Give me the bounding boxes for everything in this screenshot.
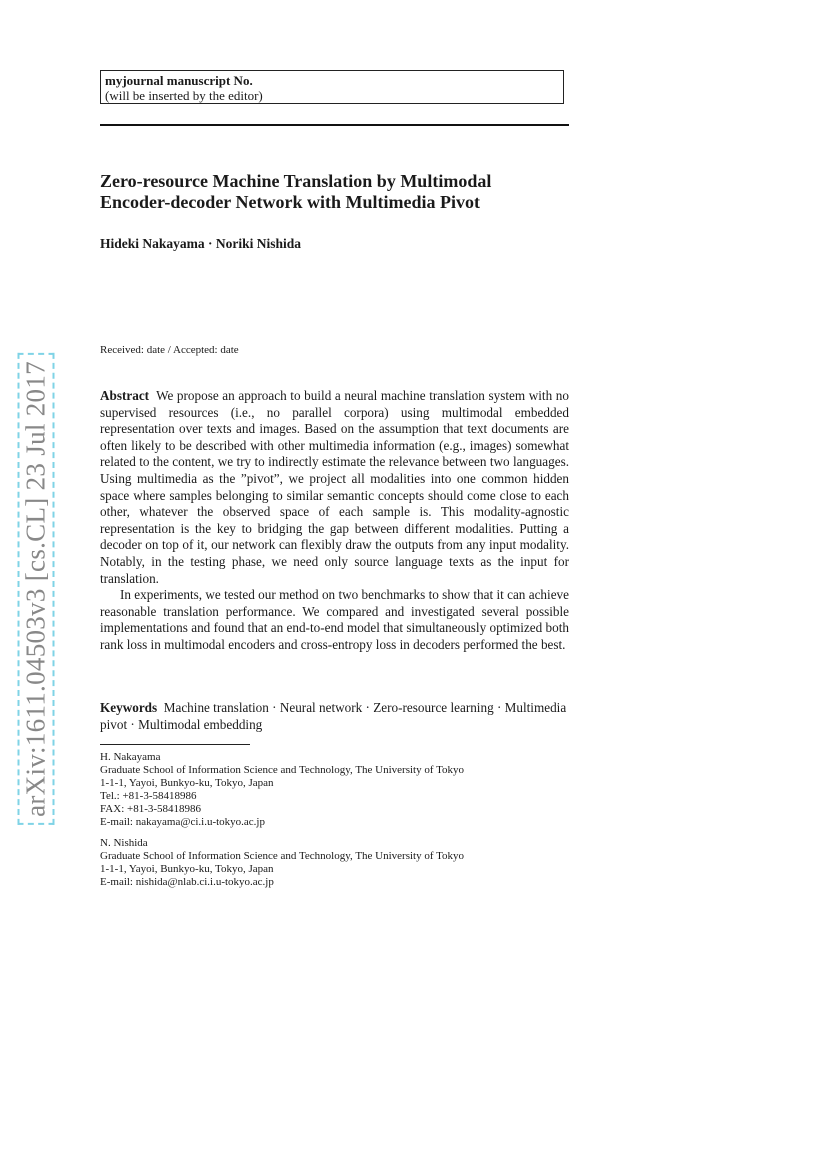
author-list: Hideki Nakayama · Noriki Nishida xyxy=(100,236,302,251)
journal-line: myjournal manuscript No. xyxy=(105,73,253,88)
received-date: Received: date / Accepted: date xyxy=(100,344,239,356)
affiliation-institution: Graduate School of Information Science and Technology, The University of Tokyo xyxy=(100,850,465,862)
affiliation-nishida xyxy=(100,837,569,889)
affiliation-nakayama xyxy=(100,751,569,829)
abstract-paragraph-1 xyxy=(100,388,569,587)
abstract-section xyxy=(100,388,569,654)
affiliation-address: 1-1-1, Yayoi, Bunkyo-ku, Tokyo, Japan xyxy=(100,777,274,789)
title-line-1: Zero-resource Machine Translation by Multimodal xyxy=(100,171,492,191)
affiliation-address: 1-1-1, Yayoi, Bunkyo-ku, Tokyo, Japan xyxy=(100,863,274,875)
abstract-label: Abstract xyxy=(100,388,150,403)
footnote-rule xyxy=(100,744,250,745)
affiliation-fax: FAX: +81-3-58418986 xyxy=(100,803,202,815)
manuscript-info-box xyxy=(100,70,564,104)
keywords-text: Machine translation · Neural network · Zero-resource learning · Multimedia pivot · Multimodal embedding xyxy=(100,700,567,732)
affiliation-name: H. Nakayama xyxy=(100,751,161,763)
affiliation-name: N. Nishida xyxy=(100,837,148,849)
abstract-paragraph-2: In experiments, we tested our method on two benchmarks to show that it can achieve reasonable translation performance. We compared and investigated several possible implementations and found that an end-to-end model that simultaneously optimized both rank loss in multimodal encoders and cross-entropy loss in decoders performed the best. xyxy=(100,587,569,652)
affiliation-email: E-mail: nakayama@ci.i.u-tokyo.ac.jp xyxy=(100,816,265,828)
editor-line: (will be inserted by the editor) xyxy=(105,88,263,103)
affiliation-email: E-mail: nishida@nlab.ci.i.u-tokyo.ac.jp xyxy=(100,876,274,888)
arxiv-identifier-stamp[interactable]: arXiv:1611.04503v3 [cs.CL] 23 Jul 2017 xyxy=(18,353,55,825)
keywords-label: Keywords xyxy=(100,700,158,715)
title-line-2: Encoder-decoder Network with Multimedia Pivot xyxy=(100,192,480,212)
abstract-text-1: We propose an approach to build a neural machine translation system with no supervised resources (i.e., no parallel corpora) using multimodal embedded representation over texts and images. Based on the assumption that text documents are often likely to be described with other multimedia information (e.g., images) somewhat related to the content, we try to indirectly estimate the relevance between two languages. Using multimedia as the ”pivot”, we project all modalities into one common hidden space where samples belonging to similar semantic concepts should come close to each other, whatever the observed space of each sample is. This modality-agnostic representation is the key to bridging the gap between different modalities. Putting a decoder on top of it, our network can flexibly draw the outputs from any input modality. Notably, in the testing phase, we need only source language texts as the input for translation. xyxy=(100,388,569,586)
affiliation-tel: Tel.: +81-3-58418986 xyxy=(100,790,197,802)
header-rule xyxy=(100,124,569,126)
paper-title xyxy=(100,171,580,213)
affiliation-institution: Graduate School of Information Science and Technology, The University of Tokyo xyxy=(100,764,465,776)
keywords-section xyxy=(100,700,569,733)
